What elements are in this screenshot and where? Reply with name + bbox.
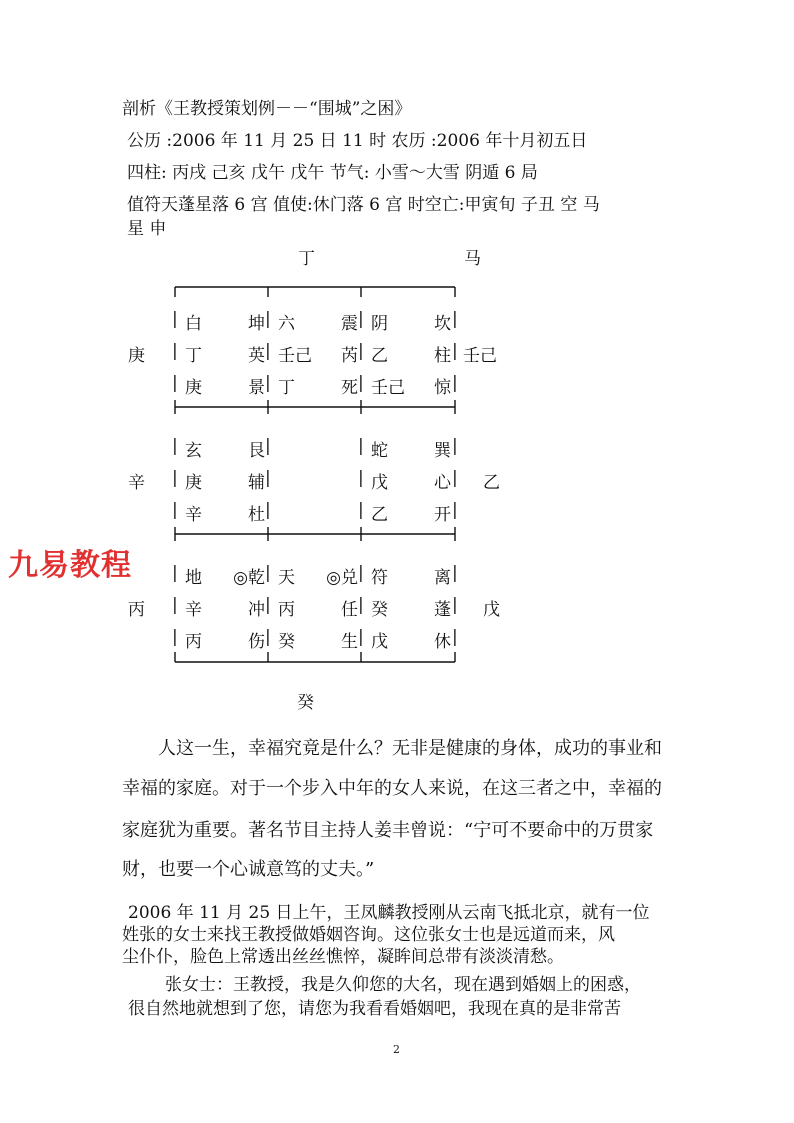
chart-cell-border: | xyxy=(172,627,178,647)
chart-cell-border: | xyxy=(452,468,458,488)
chart-cell-border: | xyxy=(265,309,271,329)
chart-cell-right-text: 伤 xyxy=(248,632,265,652)
chart-cell-right-text: 艮 xyxy=(248,441,265,461)
paragraph-1-line-2: 幸福的家庭。对于一个步入中年的女人来说，在这三者之中，幸福的 xyxy=(122,778,662,799)
chart-cell-left-text: 丁 xyxy=(185,346,202,366)
chart-cell-right-text: 坤 xyxy=(248,314,265,334)
chart-cell-left-text: 白 xyxy=(185,314,202,334)
chart-cell-left-text: 阴 xyxy=(371,314,388,334)
chart-cell-border: | xyxy=(358,500,364,520)
chart-cell-border: | xyxy=(265,627,271,647)
chart-cell-left-text: 玄 xyxy=(185,441,202,461)
chart-cell-border: | xyxy=(265,373,271,393)
zhifu-line: 值符天蓬星落 6 宫 值使:休门落 6 宫 时空亡:甲寅旬 子丑 空 马 xyxy=(127,195,600,215)
chart-cell-border: | xyxy=(265,436,271,456)
chart-cell-border: | xyxy=(358,341,364,361)
watermark-logo: 九易教程 xyxy=(8,548,132,583)
chart-cell-left-text: 庚 xyxy=(185,473,202,493)
chart-cell-left-text: 丙 xyxy=(185,632,202,652)
chart-cell-left-text: 乙 xyxy=(371,346,388,366)
chart-right-label-row3: 戊 xyxy=(483,600,500,620)
pillars-line: 四柱: 丙戌 己亥 戊午 戊午 节气: 小雪～大雪 阴遁 6 局 xyxy=(127,163,538,183)
chart-cell-left-text: 丁 xyxy=(278,378,295,398)
chart-cell-right-text: 生 xyxy=(341,632,358,652)
chart-cell-right-text: 景 xyxy=(248,378,265,398)
chart-cell-border: | xyxy=(265,468,271,488)
chart-cell-right-text: 辅 xyxy=(248,473,265,493)
chart-cell-left-text: 辛 xyxy=(185,505,202,525)
chart-cell-right-text: 开 xyxy=(434,505,451,525)
chart-cell-border: | xyxy=(172,309,178,329)
paragraph-3-line-1: 张女士：王教授，我是久仰您的大名，现在遇到婚姻上的困惑， xyxy=(165,975,641,995)
chart-cell-right-text: 震 xyxy=(341,314,358,334)
chart-cell-border: | xyxy=(452,500,458,520)
chart-cell-border: | xyxy=(358,309,364,329)
chart-cell-right-text: 柱 xyxy=(434,346,451,366)
chart-cell-border: | xyxy=(172,436,178,456)
chart-cell-left-text: 壬己 xyxy=(278,346,312,366)
chart-cell-border: | xyxy=(452,341,458,361)
chart-cell-left-text: 丙 xyxy=(278,600,295,620)
chart-cell-right-text: 心 xyxy=(434,473,451,493)
chart-top-right-label: 马 xyxy=(464,249,481,269)
chart-cell-border: | xyxy=(358,627,364,647)
chart-cell-border: | xyxy=(265,341,271,361)
chart-cell-right-text: ◎兑 xyxy=(326,568,358,588)
chart-top-left-label: 丁 xyxy=(298,249,315,269)
chart-cell-right-text: 离 xyxy=(434,568,451,588)
chart-cell-border: | xyxy=(172,373,178,393)
chart-cell-border: | xyxy=(358,373,364,393)
chart-left-label-row2: 辛 xyxy=(128,473,145,493)
paragraph-1-line-3: 家庭犹为重要。著名节目主持人姜丰曾说：“宁可不要命中的万贯家 xyxy=(122,820,654,841)
chart-cell-right-text: 芮 xyxy=(341,346,358,366)
chart-right-label-row1: 壬己 xyxy=(463,346,497,366)
chart-cell-right-text: 死 xyxy=(341,378,358,398)
chart-cell-right-text: 坎 xyxy=(434,314,451,334)
chart-cell-border: | xyxy=(358,595,364,615)
chart-cell-border: | xyxy=(265,563,271,583)
chart-cell-left-text: 癸 xyxy=(371,600,388,620)
chart-cell-right-text: 任 xyxy=(341,600,358,620)
chart-cell-border: | xyxy=(452,309,458,329)
chart-cell-right-text: ◎乾 xyxy=(233,568,265,588)
chart-cell-border: | xyxy=(452,627,458,647)
paragraph-2-line-1: 2006 年 11 月 25 日上午，王凤麟教授刚从云南飞抵北京，就有一位 xyxy=(128,903,650,923)
chart-cell-border: | xyxy=(265,500,271,520)
chart-cell-right-text: 巽 xyxy=(434,441,451,461)
chart-cell-border: | xyxy=(172,468,178,488)
chart-cell-border: | xyxy=(452,373,458,393)
chart-cell-border: | xyxy=(358,563,364,583)
chart-left-label-row1: 庚 xyxy=(128,346,145,366)
paragraph-1-line-4: 财，也要一个心诚意笃的丈夫。” xyxy=(122,859,375,880)
chart-cell-right-text: 休 xyxy=(434,632,451,652)
chart-cell-border: | xyxy=(172,595,178,615)
chart-cell-left-text: 癸 xyxy=(278,632,295,652)
chart-cell-left-text: 庚 xyxy=(185,378,202,398)
chart-cell-right-text: 英 xyxy=(248,346,265,366)
chart-cell-right-text: 杜 xyxy=(248,505,265,525)
chart-cell-left-text: 符 xyxy=(371,568,388,588)
chart-cell-border: | xyxy=(358,468,364,488)
chart-cell-left-text: 戊 xyxy=(371,632,388,652)
chart-cell-right-text: 蓬 xyxy=(434,600,451,620)
chart-bottom-label: 癸 xyxy=(297,693,314,713)
chart-cell-border: | xyxy=(358,436,364,456)
chart-cell-left-text: 蛇 xyxy=(371,441,388,461)
calendar-line: 公历 :2006 年 11 月 25 日 11 时 农历 :2006 年十月初五日 xyxy=(127,131,588,151)
chart-right-label-row2: 乙 xyxy=(483,473,500,493)
chart-cell-left-text: 天 xyxy=(278,568,295,588)
zhifu-line-cont: 星 申 xyxy=(127,219,167,239)
paragraph-1-line-1: 人这一生，幸福究竟是什么？无非是健康的身体，成功的事业和 xyxy=(158,738,662,759)
chart-cell-border: | xyxy=(172,563,178,583)
chart-cell-border: | xyxy=(452,595,458,615)
chart-cell-left-text: 壬己 xyxy=(371,378,405,398)
page-title: 剖析《王教授策划例－－“围城”之困》 xyxy=(122,99,412,119)
chart-left-label-row3: 丙 xyxy=(128,600,145,620)
chart-cell-border: | xyxy=(452,563,458,583)
chart-cell-border: | xyxy=(172,341,178,361)
page-number: 2 xyxy=(393,1043,400,1056)
chart-cell-border: | xyxy=(265,595,271,615)
paragraph-2-line-2: 姓张的女士来找王教授做婚姻咨询。这位张女士也是远道而来，风 xyxy=(122,925,615,945)
chart-cell-border: | xyxy=(172,500,178,520)
chart-cell-left-text: 辛 xyxy=(185,600,202,620)
chart-cell-border: | xyxy=(452,436,458,456)
paragraph-2-line-3: 尘仆仆，脸色上常透出丝丝憔悴，凝眸间总带有淡淡清愁。 xyxy=(122,947,564,967)
chart-cell-left-text: 地 xyxy=(185,568,202,588)
chart-cell-left-text: 戊 xyxy=(371,473,388,493)
chart-cell-left-text: 六 xyxy=(278,314,295,334)
chart-cell-right-text: 惊 xyxy=(434,378,451,398)
chart-cell-right-text: 冲 xyxy=(248,600,265,620)
chart-cell-left-text: 乙 xyxy=(371,505,388,525)
paragraph-3-line-2: 很自然地就想到了您，请您为我看看婚姻吧，我现在真的是非常苦 xyxy=(128,999,621,1019)
